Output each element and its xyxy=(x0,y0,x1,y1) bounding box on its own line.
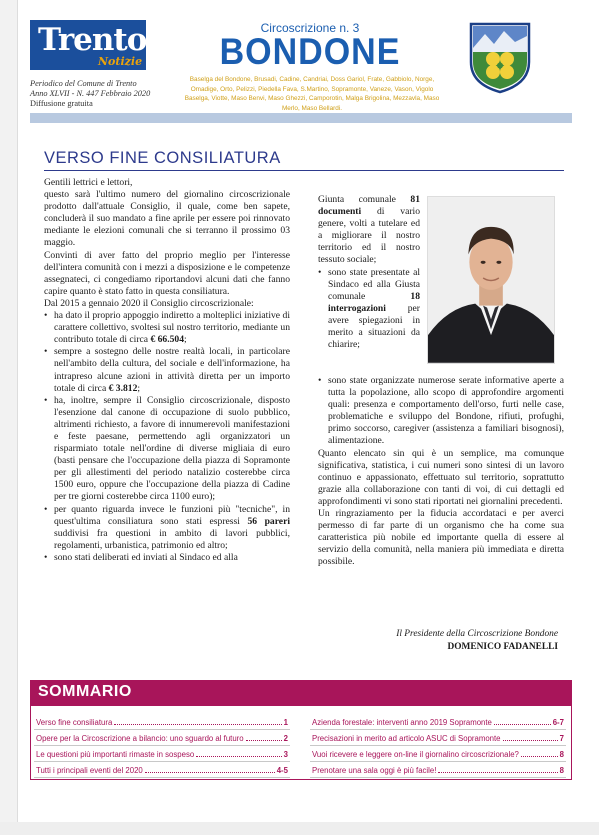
toc-label: Verso fine consiliatura xyxy=(36,718,113,727)
toc-label: Tutti i principali eventi del 2020 xyxy=(36,766,143,775)
article-title: VERSO FINE CONSILIATURA xyxy=(44,149,281,167)
toc-leader xyxy=(246,740,282,741)
toc-row[interactable] xyxy=(310,746,566,762)
toc-leader xyxy=(503,740,558,741)
toc-leader xyxy=(494,724,551,725)
toc-label: Azienda forestale: interventi anno 2019 Sopramonte xyxy=(312,718,492,727)
toc-row[interactable] xyxy=(310,714,566,730)
toc-page: 2 xyxy=(283,734,288,743)
paragraph xyxy=(318,194,420,267)
article-column-left xyxy=(44,177,290,564)
achievements-list xyxy=(44,310,290,564)
highlight-count: 81 documenti xyxy=(318,194,420,218)
list-item xyxy=(318,267,420,352)
list-text: ; xyxy=(184,334,187,346)
greeting: Gentili lettrici e lettori, xyxy=(44,177,133,188)
toc-row[interactable] xyxy=(34,730,290,746)
highlight-count: 18 interrogazioni xyxy=(328,290,420,314)
article-column-right-bottom xyxy=(318,375,564,569)
list-item xyxy=(44,552,290,564)
sommario-title: SOMMARIO xyxy=(38,683,132,700)
list-item xyxy=(318,375,564,448)
highlight-amount: € 66.504 xyxy=(150,334,185,346)
toc-leader xyxy=(196,756,281,757)
list-text: suddivisi fra questioni in ambito di lavori pubblici, regolamenti, urbanistica, patrimonio ed altro; xyxy=(54,527,290,551)
list-text: ha, inoltre, sempre il Consiglio circoscrizionale, disposto l'esenzione dal canone di occupazione di suolo pubblico, altrimenti richiesto, a favore di innumerevoli manifestazioni e feste paesane, permettendo agli organizzatori un risparmiato totale nell'ordine di diverse migliaia di euro (basti pensare che l'occupazione della piazza di Sopramonte per gli allestimenti del periodo natalizio costerebbe circa 1500 euro, oppure che l'occupazione della piazza di Cadine per tre giorni costerebbe circa 1100 euro); xyxy=(54,394,290,503)
list-text: ; xyxy=(137,382,141,394)
toc-row[interactable] xyxy=(34,746,290,762)
list-text: per quanto riguarda invece le funzioni più "tecniche", in quest'ultima consiliatura sono stati espressi xyxy=(54,503,290,527)
toc-page: 3 xyxy=(283,750,288,759)
distribution-line: Diffusione gratuita xyxy=(30,99,93,108)
toc-label: Prenotare una sala oggi è più facile! xyxy=(312,766,437,775)
toc-row[interactable] xyxy=(34,714,290,730)
toc-page: 8 xyxy=(559,766,564,775)
signature-role: Il Presidente della Circoscrizione Bondone xyxy=(396,629,558,639)
highlight-amount: € 3.812 xyxy=(108,382,138,394)
list-text: di vario genere, volti a tutelare ed a migliorare il nostro territorio ed il nostro tessuto sociale; xyxy=(318,206,420,266)
periodical-line: Periodico del Comune di Trento xyxy=(30,79,137,88)
list-item xyxy=(44,395,290,504)
article-column-right-top xyxy=(318,194,420,351)
header-band xyxy=(30,113,572,123)
list-item xyxy=(44,504,290,552)
toc-leader xyxy=(521,756,558,757)
list-text: sono stati deliberati ed inviati al Sindaco ed alla xyxy=(54,551,238,563)
toc-row[interactable] xyxy=(310,762,566,778)
toc-row[interactable] xyxy=(34,762,290,778)
president-photo xyxy=(427,196,555,364)
achievements-list-cont xyxy=(318,267,420,352)
logo-main-text: Trento xyxy=(38,22,147,58)
list-text: sono state presentate al Sindaco ed alla Giusta comunale xyxy=(328,266,420,302)
page-edge xyxy=(0,0,18,835)
toc-leader xyxy=(114,724,281,725)
title-divider xyxy=(44,170,564,171)
list-text: Giunta comunale xyxy=(318,194,411,205)
list-text: sono state organizzate numerose serate informative aperte a tutta la popolazione, allo scopo di approfondire argomenti quali: presenza e comportamento dell'orso, furti nelle case, problematiche e sviluppo del Bondone, rifiuti, profughi, primo soccorso, caregiver (assistenza a familiari bisognosi), alimentazione. xyxy=(328,375,564,447)
district-crest-icon xyxy=(469,22,531,94)
toc-row[interactable] xyxy=(310,730,566,746)
sommario-column-right xyxy=(310,714,566,778)
toc-leader xyxy=(145,772,275,773)
toc-page: 7 xyxy=(559,734,564,743)
district-label: Circoscrizione n. 3 xyxy=(260,21,360,35)
paragraph: Un ringraziamento per la fiducia accordataci e per averci permesso di far parte di un organismo che ha come sua caratteristica più nobile ed importante quella di essere al servizio della comunità, nella maniera più immediata e diretta possibile. xyxy=(318,508,564,568)
list-item xyxy=(44,346,290,394)
toc-label: Opere per la Circoscrizione a bilancio: uno sguardo al futuro xyxy=(36,734,244,743)
district-name: BONDONE xyxy=(219,31,401,73)
toc-page: 1 xyxy=(283,718,288,727)
toc-page: 6-7 xyxy=(552,718,564,727)
toc-label: Vuoi ricevere e leggere on-line il giornalino circoscrizionale? xyxy=(312,750,519,759)
list-item xyxy=(44,310,290,346)
paragraph: Quanto elencato sin qui è un semplice, ma comunque significativa, statistica, i cui numeri sono sintesi di un lavoro continuo e appassionato, effettuato sul territorio, soprattutto grazie alla collaborazione con tanti di voi, di cui dettagli ed approfondimenti vi sono stati riportati nei giornalini precedenti. xyxy=(318,447,564,507)
list-text: sempre a sostegno delle nostre realtà locali, in particolare nell'ambito della cultura, del sociale e dell'informazione, ha intrapreso alcune azioni in attività diretta per un importo totale di circa xyxy=(54,346,290,394)
places-list: Baselga del Bondone, Brusadi, Cadine, Candriai, Doss Gariol, Frate, Gabbiolo, Norge, Omadige, Orto, Pelizzi, Piedella Fava, S.Martino, Sopramonte, Vaneze, Vason, Vigolo Baselga, Viotte, Maso Benvi, Maso Ghezzi, Camporotin, Malga Brigolina, Mezzavla, Maso Merlo, Maso Bellardi. xyxy=(184,76,440,112)
signature-name: DOMENICO FADANELLI xyxy=(447,642,558,652)
toc-label: Le questioni più importanti rimaste in sospeso xyxy=(36,750,195,759)
toc-label: Precisazioni in merito ad articolo ASUC di Sopramonte xyxy=(312,734,501,743)
list-text: per avere spiegazioni in merito a situazioni da chiarire; xyxy=(328,302,420,351)
achievements-list-end xyxy=(318,375,564,448)
toc-page: 4-5 xyxy=(276,766,288,775)
highlight-count: 56 pareri xyxy=(247,515,290,527)
paragraph: Convinti di aver fatto del proprio meglio per l'interesse dell'intera comunità con i mezzi a disposizione e le competenze assegnateci, ci congediamo riportandovi alcuni dati che fanno capire quanto è stato fatto in questa consiliatura. xyxy=(44,249,290,297)
toc-leader xyxy=(438,772,557,773)
toc-page: 8 xyxy=(559,750,564,759)
page-edge xyxy=(0,822,599,835)
paragraph: Dal 2015 a gennaio 2020 il Consiglio circoscrizionale: xyxy=(44,297,254,309)
logo-sub-text: Notizie xyxy=(98,55,143,68)
list-text: ha dato il proprio appoggio indiretto a molteplici iniziative di carattere collettivo, svoltesi sul nostro territorio, mediante un contributo totale di circa xyxy=(54,310,290,346)
sommario-column-left xyxy=(34,714,290,778)
issue-line: Anno XLVII - N. 447 Febbraio 2020 xyxy=(30,89,151,98)
paragraph: questo sarà l'ultimo numero del giornalino circoscrizionale prodotto dall'attuale Consiglio, il quale, come ben sapete, concluderà il suo mandato a fine aprile per essere poi rinnovato mediante le elezioni comunali che si terranno il prossimo 03 maggio. xyxy=(44,189,290,249)
